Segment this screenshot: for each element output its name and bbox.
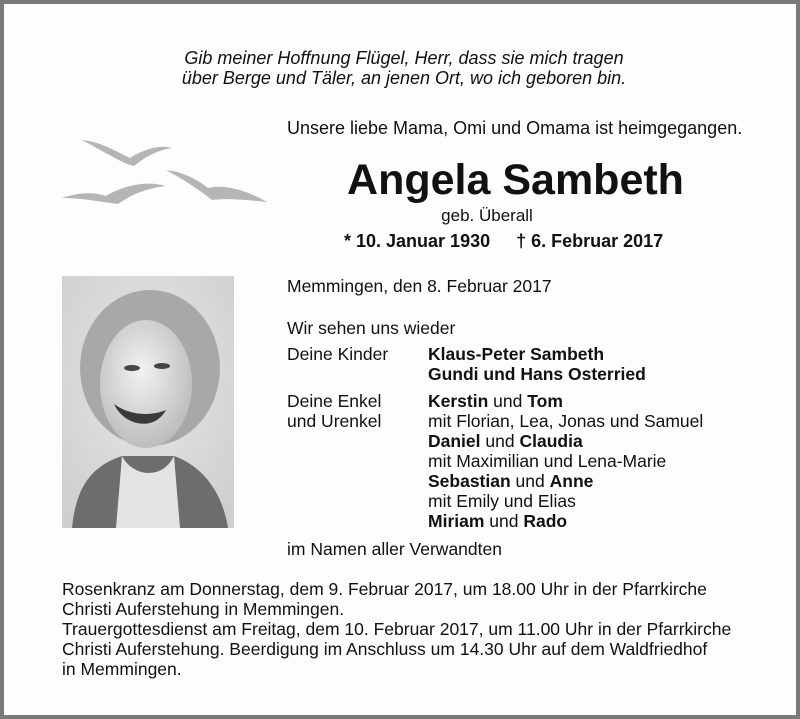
name-separator: und: [484, 511, 524, 531]
grandchild-line: [428, 511, 567, 532]
child-name: Klaus-Peter Sambeth: [428, 344, 605, 364]
grandchild-line: [428, 431, 583, 452]
grandchild-partner-name: Tom: [527, 391, 563, 411]
poem-line-1: Gib meiner Hoffnung Flügel, Herr, dass sie mich tragen: [184, 48, 624, 68]
service-line: in Memmingen.: [62, 659, 182, 679]
intro-text: Unsere liebe Mama, Omi und Omama ist heimgegangen.: [287, 118, 743, 138]
grandchild-partner-name: Claudia: [519, 431, 583, 451]
deceased-name: Angela Sambeth: [347, 156, 684, 204]
service-line: Christi Auferstehung. Beerdigung im Anschluss um 14.30 Uhr auf dem Waldfriedhof: [62, 639, 708, 659]
relatives-text: im Namen aller Verwandten: [287, 539, 502, 559]
service-line: Rosenkranz am Donnerstag, dem 9. Februar 2017, um 18.00 Uhr in der Pfarrkirche: [62, 579, 707, 599]
grandchild-name: Kerstin: [428, 391, 489, 411]
place-date: Memmingen, den 8. Februar 2017: [287, 276, 552, 296]
grandchild-partner-name: Rado: [523, 511, 568, 531]
life-dates: [344, 231, 663, 252]
poem-line-2: über Berge und Täler, an jenen Ort, wo ich geboren bin.: [181, 68, 627, 88]
great-grandchildren-line: mit Florian, Lea, Jonas und Samuel: [428, 411, 704, 431]
great-grandchildren-line: mit Emily und Elias: [428, 491, 576, 511]
grandchild-name: Miriam: [428, 511, 485, 531]
portrait-photo: [62, 276, 234, 528]
grandchildren-label: Deine Enkel: [287, 391, 382, 411]
grandchild-name: Daniel: [428, 431, 481, 451]
child-name: Gundi und Hans Osterried: [428, 364, 646, 384]
reunion-text: Wir sehen uns wieder: [287, 318, 456, 338]
great-grandchildren-line: mit Maximilian und Lena-Marie: [428, 451, 667, 471]
grandchild-name: Sebastian: [428, 471, 511, 491]
great-grandchildren-label: und Urenkel: [287, 411, 382, 431]
grandchild-line: [428, 391, 563, 412]
name-separator: und: [480, 431, 520, 451]
service-line: Christi Auferstehung in Memmingen.: [62, 599, 345, 619]
death-date: † 6. Februar 2017: [516, 231, 664, 251]
birth-date: * 10. Januar 1930: [344, 231, 491, 251]
children-label: Deine Kinder: [287, 344, 389, 364]
service-line: Trauergottesdienst am Freitag, dem 10. Februar 2017, um 11.00 Uhr in der Pfarrkirche: [62, 619, 732, 639]
grandchild-partner-name: Anne: [549, 471, 594, 491]
name-separator: und: [510, 471, 550, 491]
maiden-name: geb. Überall: [441, 206, 533, 225]
grandchild-line: [428, 471, 593, 492]
name-separator: und: [488, 391, 528, 411]
birds-illustration: [62, 134, 267, 214]
